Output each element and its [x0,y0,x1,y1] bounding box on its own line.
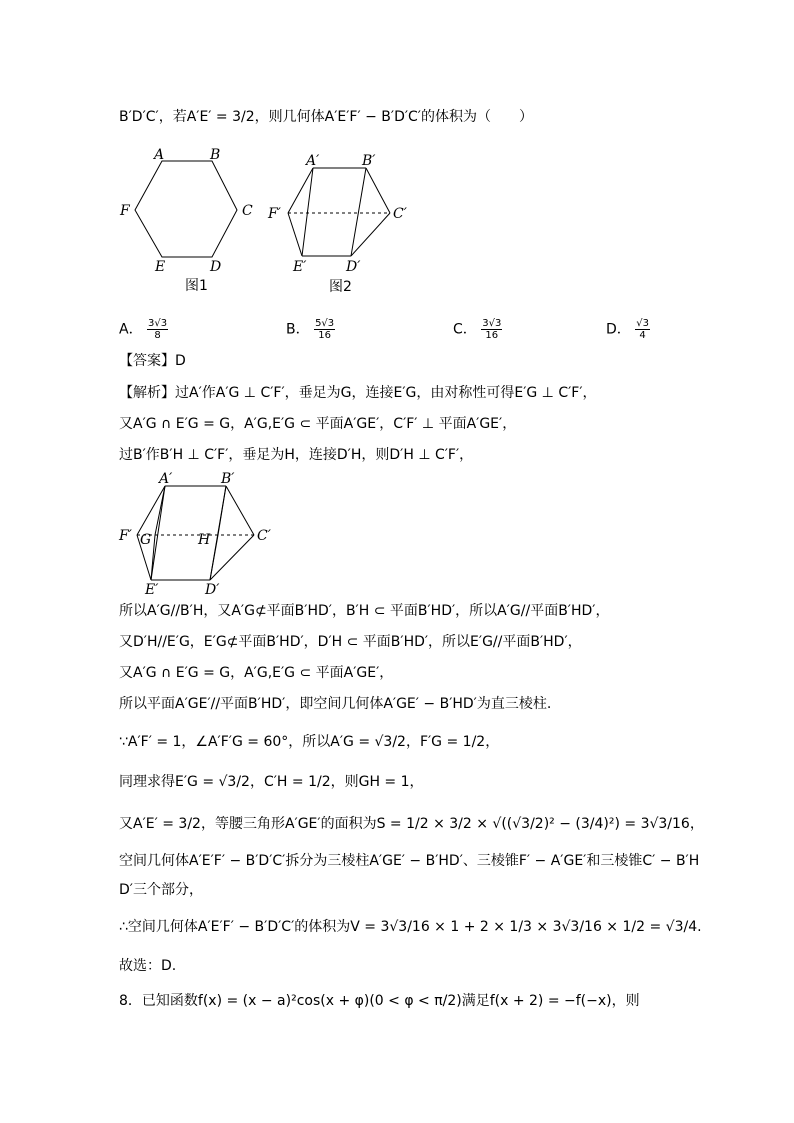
step-line-7: 又A′E′ = 3/2，等腰三角形A′GE′的面积为S = 1/2 × 3/2 × √((√3/2)² − (3/4)²) = 3√3/16， [119,816,704,832]
analysis-line-2: 又A′G ∩ E′G = G，A′G,E′G ⊂ 平面A′GE′，C′F′ ⊥ 平面A′GE′， [119,416,517,432]
label-E: E [155,259,166,275]
label-B-prime: B′ [221,471,235,487]
label-A: A [154,147,165,163]
label-B-prime: B′ [362,153,376,169]
figure-2-caption: 图2 [329,279,352,295]
step-line-3: 又A′G ∩ E′G = G，A′G,E′G ⊂ 平面A′GE′， [119,665,394,681]
label-D-prime: D′ [346,259,361,275]
label-C-prime: C′ [393,206,407,222]
step-line-6: 同理求得E′G = √3/2，C′H = 1/2，则GH = 1， [119,774,424,790]
label-A-prime: A′ [306,153,320,169]
step-line-10: ∴空间几何体A′E′F′ − B′D′C′的体积为V = 3√3/16 × 1 + 2 × 1/3 × 3√3/16 × 1/2 = √3/4. [119,919,702,935]
label-F-prime: F′ [268,206,281,222]
option-d: D． $\frac{√3}{4}$ [606,318,649,341]
answer: 【答案】D [119,353,186,369]
label-A-prime: A′ [159,471,173,487]
label-D-prime: D′ [205,582,220,598]
label-G: G [140,532,152,548]
label-F: F [120,203,130,219]
label-E-prime: E′ [145,582,159,598]
label-C-prime: C′ [257,528,271,544]
step-line-11: 故选：D. [119,958,177,974]
step-line-4: 所以平面A′GE′//平面B′HD′，即空间几何体A′GE′ − B′HD′为直三棱柱. [119,696,552,712]
analysis-line-1: 【解析】过A′作A′G ⊥ C′F′，垂足为G，连接E′G，由对称性可得E′G ⊥ C′F′， [119,385,597,401]
question-text: B′D′C′，若A′E′ = 3/2，则几何体A′E′F′ − B′D′C′的体积为（ ） [119,109,533,125]
label-F-prime: F′ [119,528,132,544]
hexagon-shape [135,161,237,257]
label-B: B [210,147,221,163]
step-line-1: 所以A′G//B′H，又A′G⊄平面B′HD′，B′H ⊂ 平面B′HD′，所以A′G//平面B′HD′， [119,603,610,619]
label-C: C [242,203,253,219]
step-line-9: D′三个部分， [119,882,203,898]
option-c: C． $\frac{3√3}{16}$ [453,318,502,341]
step-line-2: 又D′H//E′G，E′G⊄平面B′HD′，D′H ⊂ 平面B′HD′，所以E′G//平面B′HD′， [119,634,582,650]
step-line-8: 空间几何体A′E′F′ − B′D′C′拆分为三棱柱A′GE′ − B′HD′、三棱锥F′ − A′GE′和三棱锥C′ − B′H [119,853,700,869]
figure-3-solid [115,468,285,598]
figure-1-hexagon [110,140,260,300]
analysis-line-3: 过B′作B′H ⊥ C′F′，垂足为H，连接D′H，则D′H ⊥ C′F′， [119,447,474,463]
label-E-prime: E′ [293,259,307,275]
label-H: H [198,532,211,548]
figure-2-solid [262,145,422,300]
step-line-5: ∵A′F′ = 1，∠A′F′G = 60°，所以A′G = √3/2，F′G = 1/2， [119,734,500,750]
option-a: A． $\frac{3√3}{8}$ [119,318,168,341]
option-b: B． $\frac{5√3}{16}$ [286,318,335,341]
next-question: 8．已知函数f(x) = (x − a)²cos(x + φ)(0 < φ < π/2)满足f(x + 2) = −f(−x)，则 [119,993,640,1009]
figure-1-caption: 图1 [185,278,208,294]
label-D: D [210,259,222,275]
